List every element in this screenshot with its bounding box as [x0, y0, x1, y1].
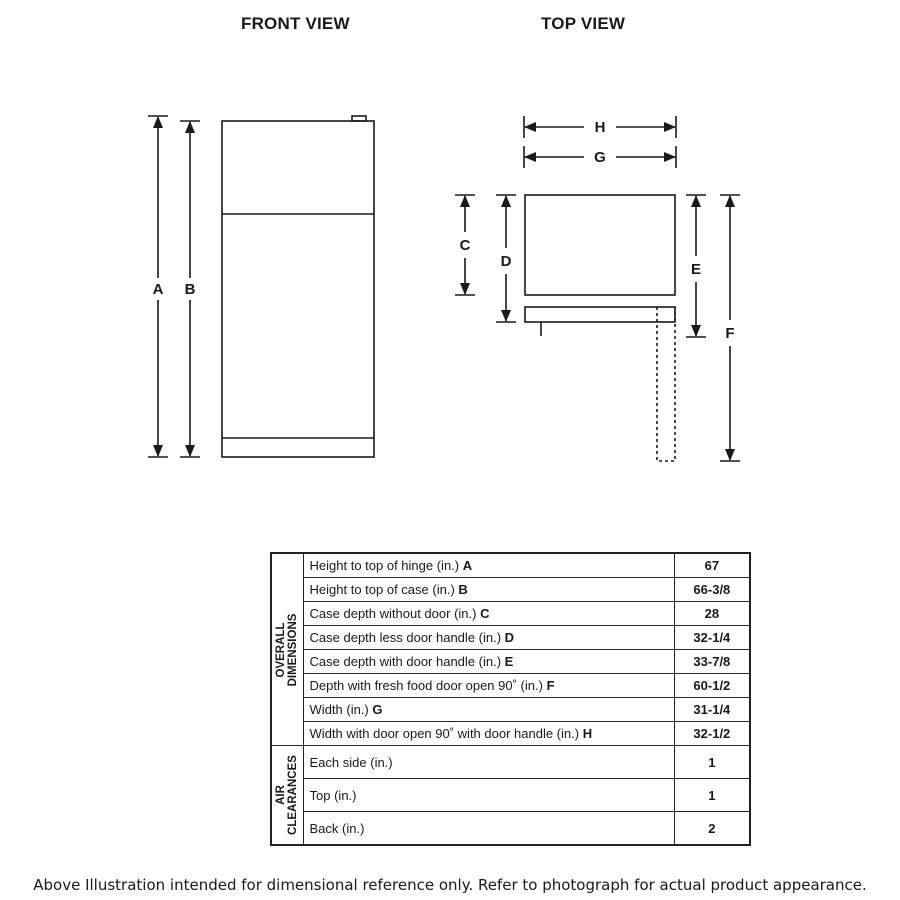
label-e: E [690, 261, 702, 278]
table-row [271, 650, 750, 674]
case-top-outline [525, 195, 675, 295]
spec-value: 67 [674, 553, 750, 578]
label-b: B [184, 281, 196, 298]
spec-label: Case depth with door handle (in.) E [303, 650, 674, 674]
front-view-drawing [148, 116, 374, 457]
clearance-value: 1 [674, 779, 750, 812]
clearance-label: Each side (in.) [303, 746, 674, 779]
spec-value: 32-1/2 [674, 722, 750, 746]
table-row [271, 626, 750, 650]
table-row [271, 746, 750, 779]
top-view-title: TOP VIEW [541, 14, 626, 33]
spec-label: Width (in.) G [303, 698, 674, 722]
specs-table [270, 552, 751, 846]
spec-value: 60-1/2 [674, 674, 750, 698]
label-g: G [594, 149, 606, 166]
clearance-label: Top (in.) [303, 779, 674, 812]
top-view-drawing [455, 116, 740, 461]
spec-value: 66-3/8 [674, 578, 750, 602]
group-label: CLEARANCES [287, 755, 300, 835]
clearance-value: 2 [674, 812, 750, 846]
overall-dimensions-group [271, 553, 303, 746]
spec-label: Depth with fresh food door open 90˚ (in.) F [303, 674, 674, 698]
table-row [271, 602, 750, 626]
group-label: OVERALL [275, 622, 288, 677]
fridge-body-outline [222, 121, 374, 457]
table-row [271, 722, 750, 746]
label-a: A [152, 281, 164, 298]
spec-value: 31-1/4 [674, 698, 750, 722]
spec-label: Case depth less door handle (in.) D [303, 626, 674, 650]
group-label: AIR [275, 785, 288, 805]
table-row [271, 812, 750, 846]
label-c: C [459, 237, 471, 254]
label-d: D [500, 253, 512, 270]
spec-label: Height to top of hinge (in.) A [303, 553, 674, 578]
open-door-outline [657, 307, 675, 461]
spec-value: 28 [674, 602, 750, 626]
footnote: Above Illustration intended for dimensional reference only. Refer to photograph for actual product appearance. [33, 876, 867, 894]
spec-value: 32-1/4 [674, 626, 750, 650]
spec-value: 33-7/8 [674, 650, 750, 674]
clearance-value: 1 [674, 746, 750, 779]
table-row [271, 578, 750, 602]
label-h: H [594, 119, 606, 136]
front-view-title: FRONT VIEW [241, 14, 350, 33]
hinge-cap [352, 116, 366, 121]
air-clearances-group [271, 746, 303, 846]
clearance-label: Back (in.) [303, 812, 674, 846]
label-f: F [725, 325, 735, 342]
spec-label: Case depth without door (in.) C [303, 602, 674, 626]
spec-label: Width with door open 90˚ with door handle (in.) H [303, 722, 674, 746]
table-row [271, 674, 750, 698]
door-top-outline [525, 307, 675, 322]
table-row [271, 553, 750, 578]
spec-label: Height to top of case (in.) B [303, 578, 674, 602]
table-row [271, 698, 750, 722]
group-label: DIMENSIONS [287, 613, 300, 686]
table-row [271, 779, 750, 812]
